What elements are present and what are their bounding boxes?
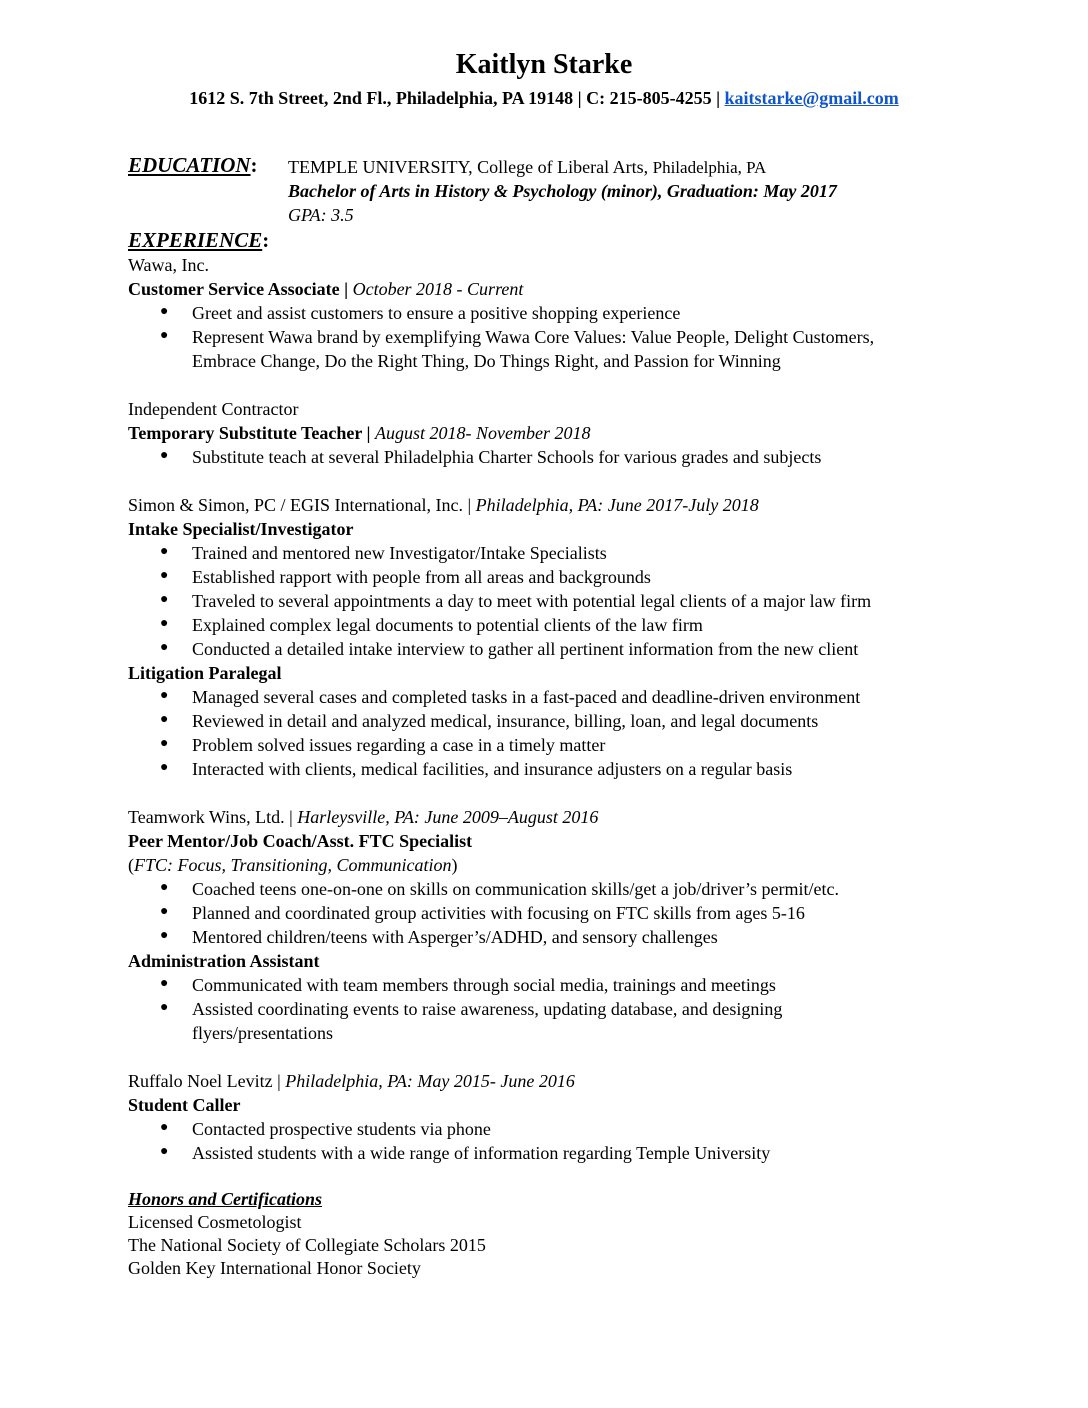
job-title: Administration Assistant (128, 951, 320, 971)
job-bullet: Traveled to several appointments a day to meet with potential legal clients of a major law firm (192, 591, 872, 611)
bullet-icon: ● (160, 976, 169, 991)
job-bullet-continuation: flyers/presentations (192, 1023, 333, 1043)
education-colon: : (250, 153, 258, 177)
job-title-line (128, 421, 590, 445)
job-company-line (128, 805, 598, 829)
bullet-icon: ● (160, 760, 169, 775)
job-note: FTC: Focus, Transitioning, Communication (134, 855, 452, 875)
job-title: Peer Mentor/Job Coach/Asst. FTC Specialist (128, 831, 473, 851)
education-gpa: GPA: 3.5 (288, 205, 354, 225)
bullet-icon: ● (160, 328, 169, 343)
job-bullet: Problem solved issues regarding a case in a timely matter (192, 735, 606, 755)
job-title: Litigation Paralegal (128, 663, 282, 683)
contact-line (0, 86, 1088, 110)
email-link[interactable]: kaitstarke@gmail.com (724, 88, 899, 108)
bullet-icon: ● (160, 904, 169, 919)
bullet-icon: ● (160, 448, 169, 463)
job-company: Wawa, Inc. (128, 255, 210, 275)
job-title: Intake Specialist/Investigator (128, 519, 354, 539)
job-bullet: Interacted with clients, medical facilities, and insurance adjusters on a regular basis (192, 759, 793, 779)
bullet-icon: ● (160, 304, 169, 319)
honor-item: The National Society of Collegiate Scholars 2015 (128, 1235, 486, 1255)
job-company-detail: Philadelphia, PA: June 2017-July 2018 (475, 495, 759, 515)
job-bullet: Explained complex legal documents to potential clients of the law firm (192, 615, 703, 635)
bullet-icon: ● (160, 568, 169, 583)
education-location: Philadelphia, PA (652, 158, 767, 177)
bullet-icon: ● (160, 736, 169, 751)
job-title: Student Caller (128, 1095, 241, 1115)
bullet-icon: ● (160, 688, 169, 703)
job-bullet: Planned and coordinated group activities with focusing on FTC skills from ages 5-16 (192, 903, 805, 923)
bullet-icon: ● (160, 1000, 169, 1015)
bullet-icon: ● (160, 1120, 169, 1135)
job-bullet: Represent Wawa brand by exemplifying Wawa Core Values: Value People, Delight Customers, (192, 327, 875, 347)
experience-colon: : (262, 228, 270, 252)
job-bullet: Conducted a detailed intake interview to gather all pertinent information from the new client (192, 639, 859, 659)
job-company-line (128, 1069, 575, 1093)
job-bullet: Assisted coordinating events to raise awareness, updating database, and designing (192, 999, 783, 1019)
job-bullet: Reviewed in detail and analyzed medical, insurance, billing, loan, and legal documents (192, 711, 819, 731)
job-bullet: Coached teens one-on-one on skills on communication skills/get a job/driver’s permit/etc. (192, 879, 840, 899)
job-company: Independent Contractor (128, 399, 299, 419)
resume-name: Kaitlyn Starke (455, 49, 633, 80)
job-bullet: Established rapport with people from all areas and backgrounds (192, 567, 651, 587)
bullet-icon: ● (160, 1144, 169, 1159)
bullet-icon: ● (160, 880, 169, 895)
education-school: TEMPLE UNIVERSITY, College of Liberal Arts, (288, 157, 653, 177)
job-bullet: Substitute teach at several Philadelphia Charter Schools for various grades and subjects (192, 447, 822, 467)
contact-text: 1612 S. 7th Street, 2nd Fl., Philadelphia, PA 19148 | C: 215-805-4255 | (189, 88, 725, 108)
education-school-line (288, 155, 766, 180)
job-bullet: Mentored children/teens with Asperger’s/ADHD, and sensory challenges (192, 927, 718, 947)
honor-item: Licensed Cosmetologist (128, 1212, 302, 1232)
bullet-icon: ● (160, 544, 169, 559)
bullet-icon: ● (160, 928, 169, 943)
job-bullet: Greet and assist customers to ensure a positive shopping experience (192, 303, 681, 323)
education-heading-line (128, 153, 258, 178)
experience-heading-line (128, 228, 269, 253)
job-title: Temporary Substitute Teacher | (128, 423, 375, 443)
job-company-line (128, 493, 759, 517)
job-company: Teamwork Wins, Ltd. | (128, 807, 298, 827)
bullet-icon: ● (160, 592, 169, 607)
job-bullet: Managed several cases and completed tasks in a fast-paced and deadline-driven environment (192, 687, 861, 707)
job-bullet-continuation: Embrace Change, Do the Right Thing, Do Things Right, and Passion for Winning (192, 351, 781, 371)
job-bullet: Communicated with team members through social media, trainings and meetings (192, 975, 776, 995)
experience-heading: EXPERIENCE (128, 228, 263, 252)
job-bullet: Trained and mentored new Investigator/Intake Specialists (192, 543, 607, 563)
honors-heading: Honors and Certifications (128, 1189, 323, 1209)
job-company-detail: Harleysville, PA: June 2009–August 2016 (297, 807, 599, 827)
job-bullet: Assisted students with a wide range of information regarding Temple University (192, 1143, 771, 1163)
job-title: Customer Service Associate | (128, 279, 353, 299)
job-dates: August 2018- November 2018 (374, 423, 591, 443)
bullet-icon: ● (160, 640, 169, 655)
bullet-icon: ● (160, 712, 169, 727)
job-note-line (128, 853, 458, 877)
education-degree: Bachelor of Arts in History & Psychology (minor), Graduation: May 2017 (288, 181, 837, 201)
bullet-icon: ● (160, 616, 169, 631)
honor-item: Golden Key International Honor Society (128, 1258, 421, 1278)
job-dates: October 2018 - Current (352, 279, 524, 299)
job-note-open: ( (128, 855, 134, 875)
job-company-detail: Philadelphia, PA: May 2015- June 2016 (285, 1071, 575, 1091)
job-company: Simon & Simon, PC / EGIS International, Inc. | (128, 495, 476, 515)
job-bullet: Contacted prospective students via phone (192, 1119, 491, 1139)
job-company: Ruffalo Noel Levitz | (128, 1071, 286, 1091)
job-note-close: ) (451, 855, 458, 875)
education-heading: EDUCATION (128, 153, 251, 177)
job-title-line (128, 277, 523, 301)
